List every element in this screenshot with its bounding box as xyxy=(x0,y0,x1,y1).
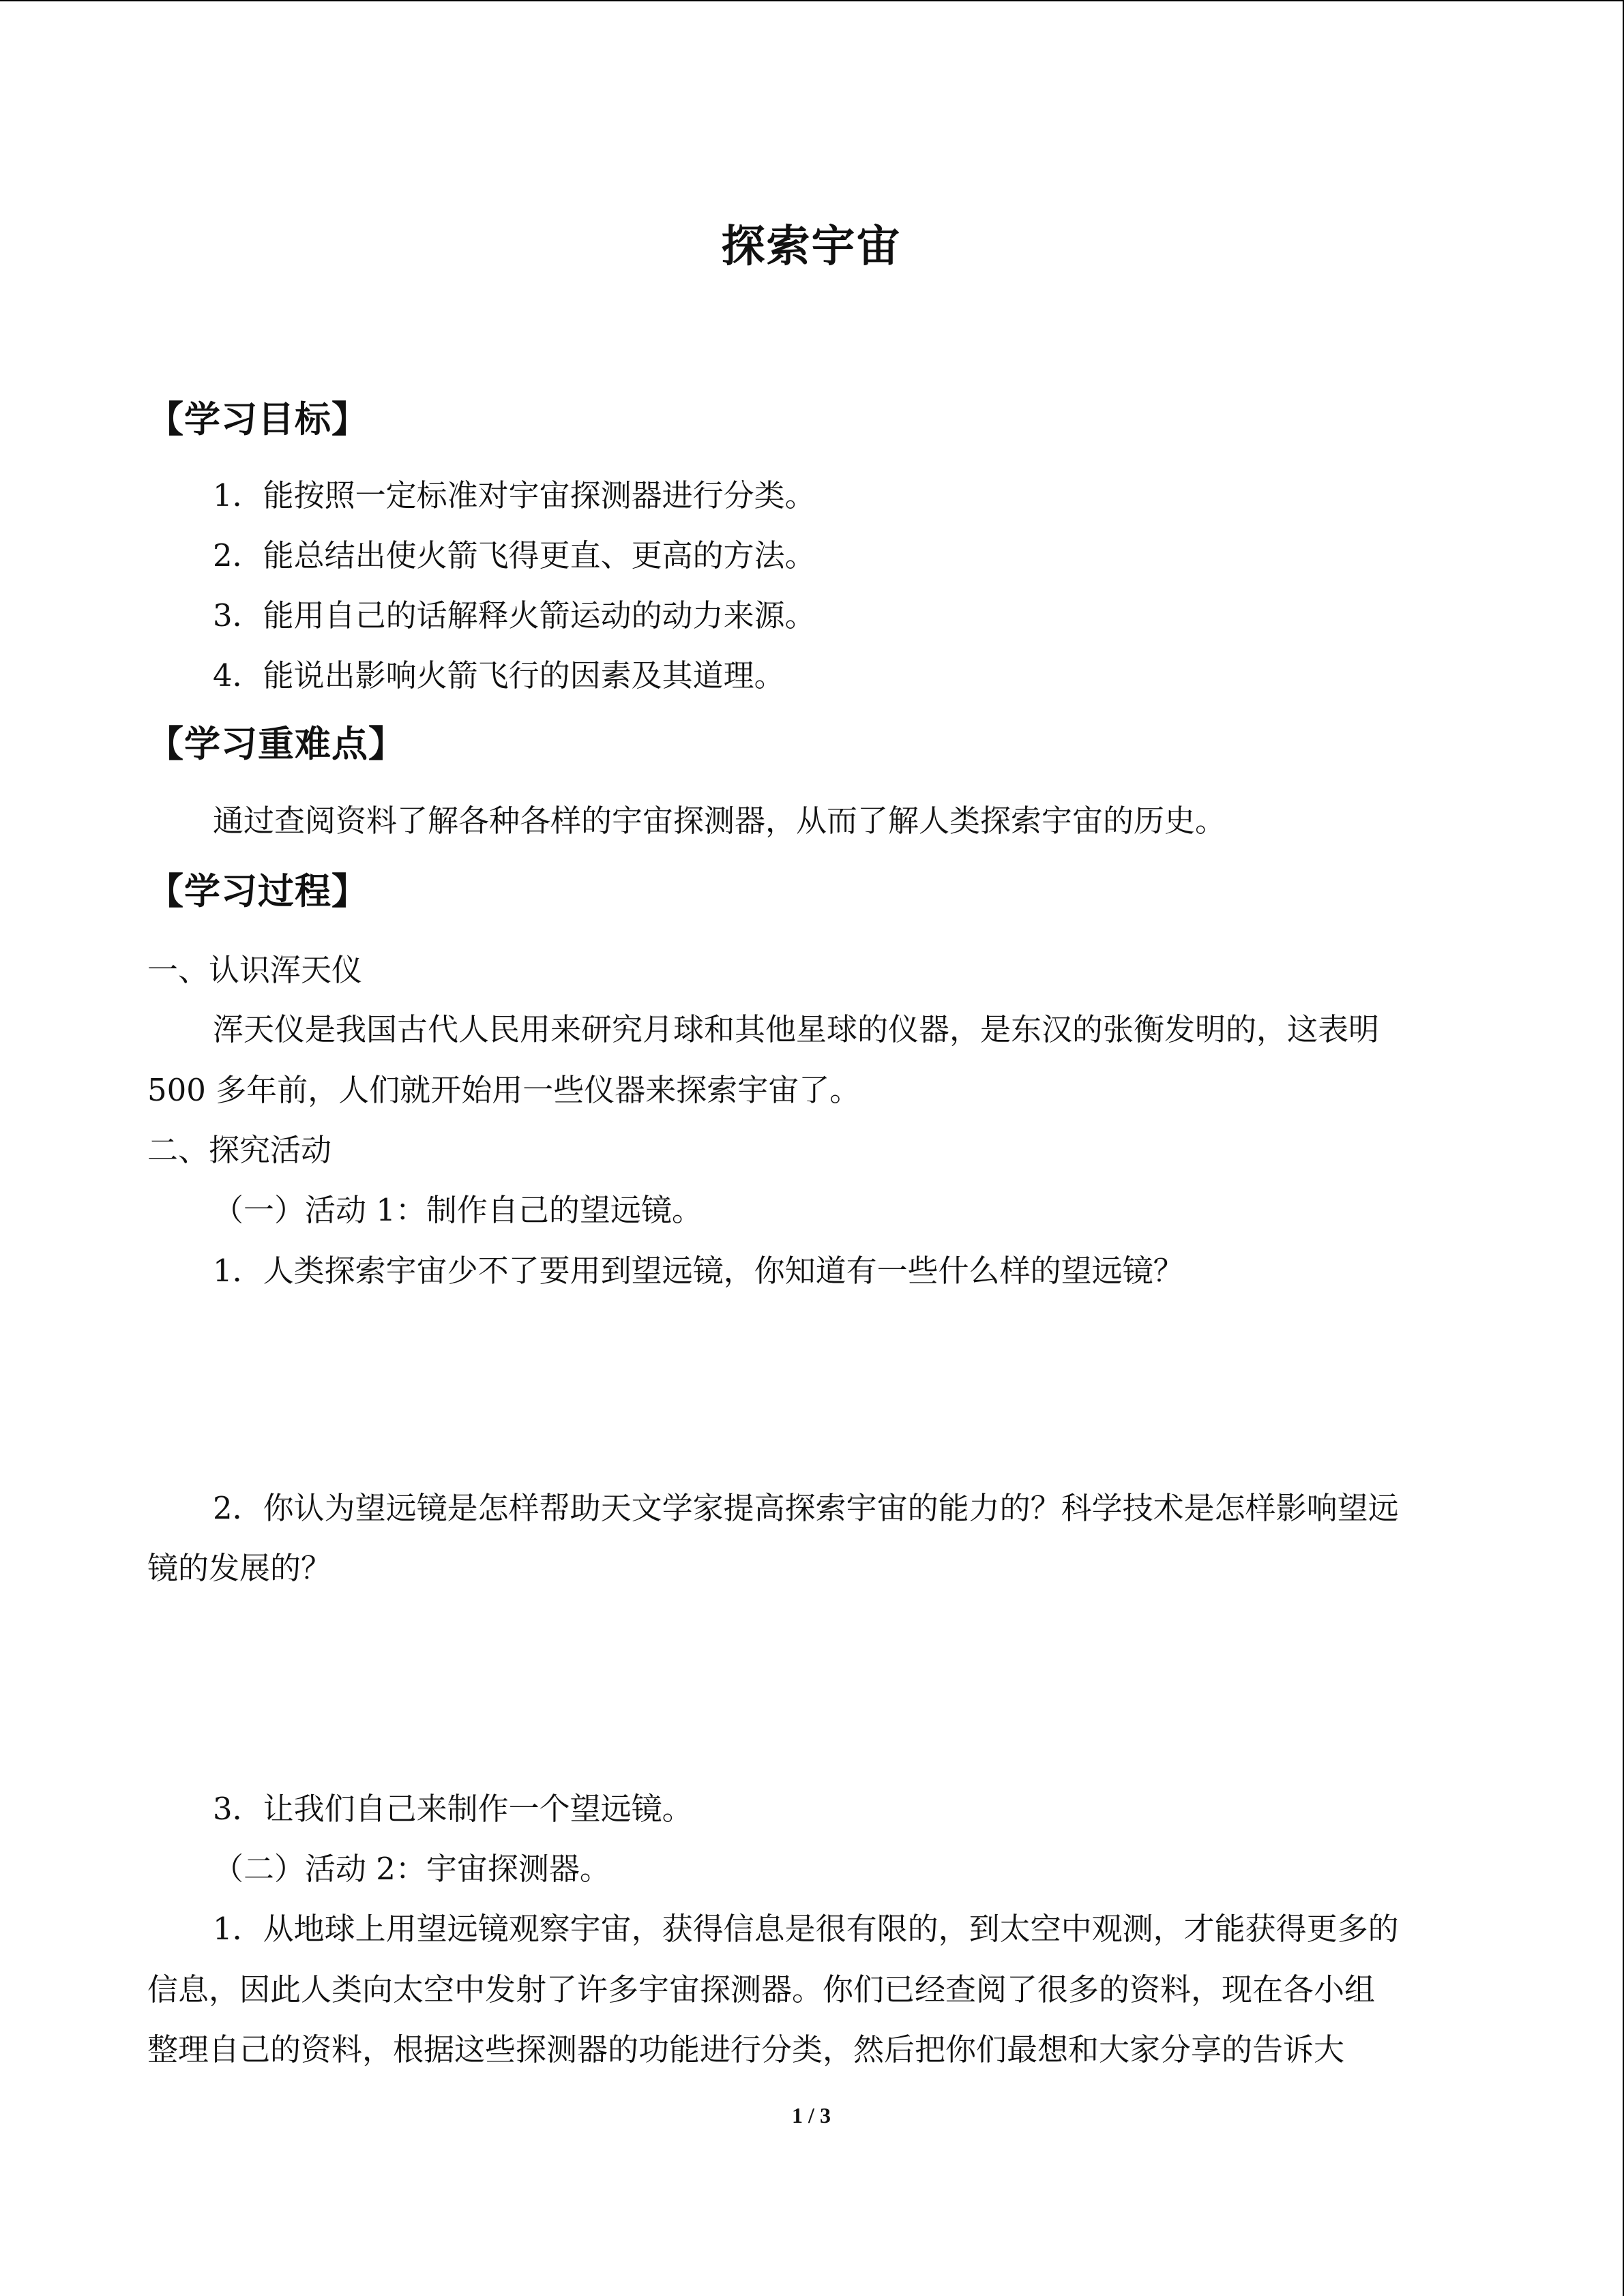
page-number: 1 / 3 xyxy=(792,2103,831,2128)
key-points-text: 通过查阅资料了解各种各样的宇宙探测器，从而了解人类探索宇宙的历史。 xyxy=(213,803,1226,839)
part1-paragraph-line: 500 多年前，人们就开始用一些仪器来探索宇宙了。 xyxy=(147,1072,861,1108)
section-heading-process: 【学习过程】 xyxy=(147,871,368,912)
activity1-question-1: 1．人类探索宇宙少不了要用到望远镜，你知道有一些什么样的望远镜？ xyxy=(213,1253,1184,1289)
section-heading-objectives: 【学习目标】 xyxy=(147,399,368,441)
section-heading-key-points: 【学习重难点】 xyxy=(147,724,405,765)
part1-paragraph-line: 浑天仪是我国古代人民用来研究月球和其他星球的仪器，是东汉的张衡发明的，这表明 xyxy=(213,1011,1380,1047)
activity1-question-2-line: 镜的发展的？ xyxy=(147,1550,332,1586)
activity2-title: （二）活动 2：宇宙探测器。 xyxy=(213,1851,610,1887)
activity2-question-1-line: 1．从地球上用望远镜观察宇宙，获得信息是很有限的，到太空中观测，才能获得更多的 xyxy=(213,1911,1399,1947)
objective-item: 2．能总结出使火箭飞得更直、更高的方法。 xyxy=(213,537,816,573)
objective-item: 3．能用自己的话解释火箭运动的动力来源。 xyxy=(213,597,816,633)
activity1-question-2-line: 2．你认为望远镜是怎样帮助天文学家提高探索宇宙的能力的？科学技术是怎样影响望远 xyxy=(213,1490,1399,1526)
activity1-question-3: 3．让我们自己来制作一个望远镜。 xyxy=(213,1791,693,1827)
part2-title: 二、探究活动 xyxy=(147,1132,332,1168)
page-title: 探索宇宙 xyxy=(721,222,902,272)
activity1-title: （一）活动 1：制作自己的望远镜。 xyxy=(213,1192,703,1228)
part1-title: 一、认识浑天仪 xyxy=(147,952,363,988)
activity2-question-1-line: 整理自己的资料，根据这些探测器的功能进行分类，然后把你们最想和大家分享的告诉大 xyxy=(147,2031,1345,2068)
objective-item: 1．能按照一定标准对宇宙探测器进行分类。 xyxy=(213,477,816,513)
objective-item: 4．能说出影响火箭飞行的因素及其道理。 xyxy=(213,657,785,694)
activity2-question-1-line: 信息，因此人类向太空中发射了许多宇宙探测器。你们已经查阅了很多的资料，现在各小组 xyxy=(147,1971,1376,2008)
